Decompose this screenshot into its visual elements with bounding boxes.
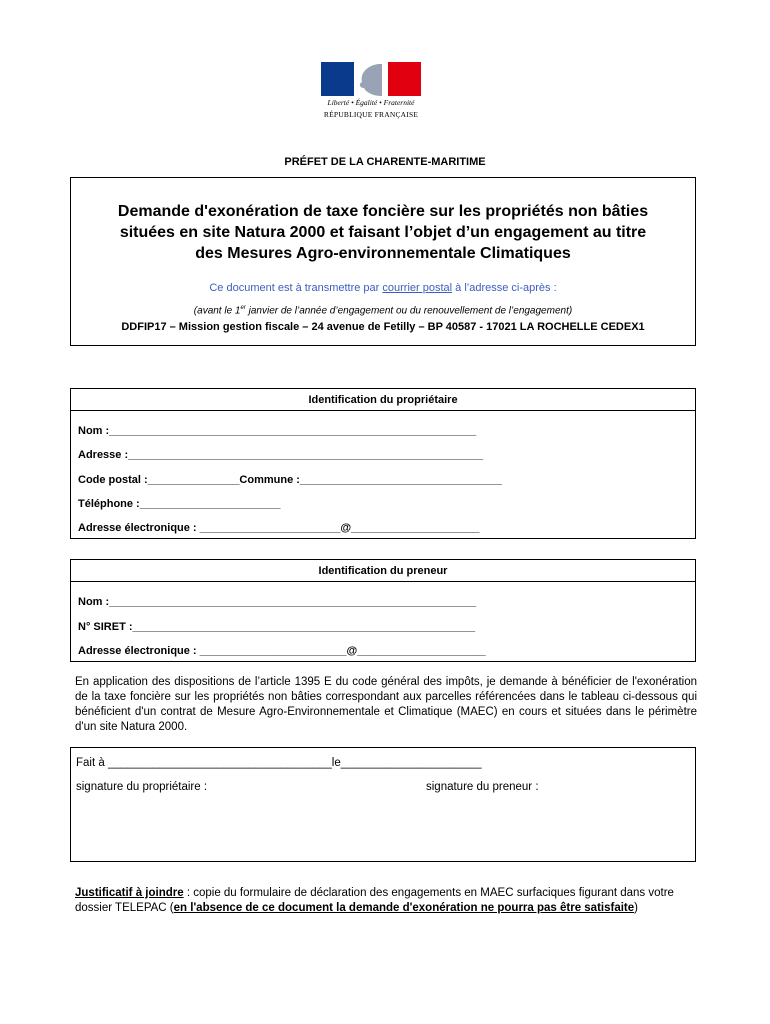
signature-box	[70, 747, 696, 862]
flag-white	[354, 62, 387, 96]
marianne-flag-icon	[321, 62, 421, 96]
republique-logo	[318, 62, 424, 122]
justificatif-note	[75, 886, 695, 916]
transmit-link: courrier postal	[382, 282, 453, 294]
avant-before: (avant le 1	[193, 305, 241, 317]
owner-signature-label: signature du propriétaire :	[76, 781, 208, 793]
owner-section	[70, 388, 696, 539]
tenant-signature-label: signature du preneur :	[426, 781, 539, 793]
republic-name: RÉPUBLIQUE FRANÇAISE	[323, 110, 419, 119]
fait-field[interactable]: Fait à ___________________________________le______________________	[76, 757, 482, 769]
owner-email-field[interactable]: Adresse électronique : _______________________@_____________________	[78, 522, 480, 534]
transmit-notice	[71, 282, 695, 294]
application-paragraph: En application des dispositions de l’article 1395 E du code général des impôts, je demande à bénéficier de l'exonération de la taxe foncière sur les propriétés non bâties correspondant aux parcelles référencées dans le tableau ci-dessous qui bénéficient d'un contrat de Mesure Agro-Environnementale et Climatique (MAEC) en cours et situées dans le périmètre d'un site Natura 2000.	[75, 676, 697, 733]
tenant-heading: Identification du preneur	[71, 560, 695, 582]
transmit-before: Ce document est à transmettre par	[209, 282, 383, 294]
title-line-2: situées en site Natura 2000 et faisant l’objet d’un engagement au titre	[119, 224, 647, 241]
justif-text: : copie du formulaire de déclaration des engagements en MAEC surfaciques figurant dans votre dossier TELEPAC (	[75, 887, 674, 914]
transmit-after: à l’adresse ci-après :	[452, 282, 557, 294]
form-title	[71, 201, 695, 264]
avant-after: janvier de l’année d’engagement ou du renouvellement de l’engagement)	[245, 305, 573, 317]
prefet-heading: PRÉFET DE LA CHARENTE-MARITIME	[284, 156, 486, 168]
owner-heading: Identification du propriétaire	[71, 389, 695, 411]
tenant-name-field[interactable]: Nom :____________________________________________________________	[78, 596, 477, 608]
deadline-note	[71, 305, 695, 316]
owner-phone-field[interactable]: Téléphone :_______________________	[78, 498, 281, 510]
title-box	[70, 177, 696, 346]
motto: Liberté • Égalité • Fraternité	[327, 98, 415, 107]
owner-name-field[interactable]: Nom :____________________________________________________________	[78, 425, 477, 437]
owner-address-field[interactable]: Adresse :__________________________________________________________	[78, 449, 483, 461]
justif-label: Justificatif à joindre	[75, 887, 184, 899]
justif-bold: en l'absence de ce document la demande d'exonération ne pourra pas être satisfaite	[173, 902, 635, 914]
postal-address: DDFIP17 – Mission gestion fiscale – 24 avenue de Fetilly – BP 40587 - 17021 LA ROCHELLE CEDEX1	[121, 321, 645, 333]
flag-red	[388, 62, 421, 96]
tenant-siret-field[interactable]: N° SIRET :________________________________________________________	[78, 621, 476, 633]
marianne-profile-icon	[348, 62, 382, 96]
tenant-email-field[interactable]: Adresse électronique : ________________________@_____________________	[78, 645, 486, 657]
tenant-section	[70, 559, 696, 662]
title-line-1: Demande d'exonération de taxe foncière sur les propriétés non bâties	[117, 203, 649, 220]
title-line-3: des Mesures Agro-environnementale Climatiques	[195, 245, 571, 262]
owner-postal-commune-field[interactable]: Code postal :_______________Commune :_________________________________	[78, 474, 502, 486]
avant-sup: er	[240, 305, 246, 311]
justif-end: )	[634, 902, 638, 914]
